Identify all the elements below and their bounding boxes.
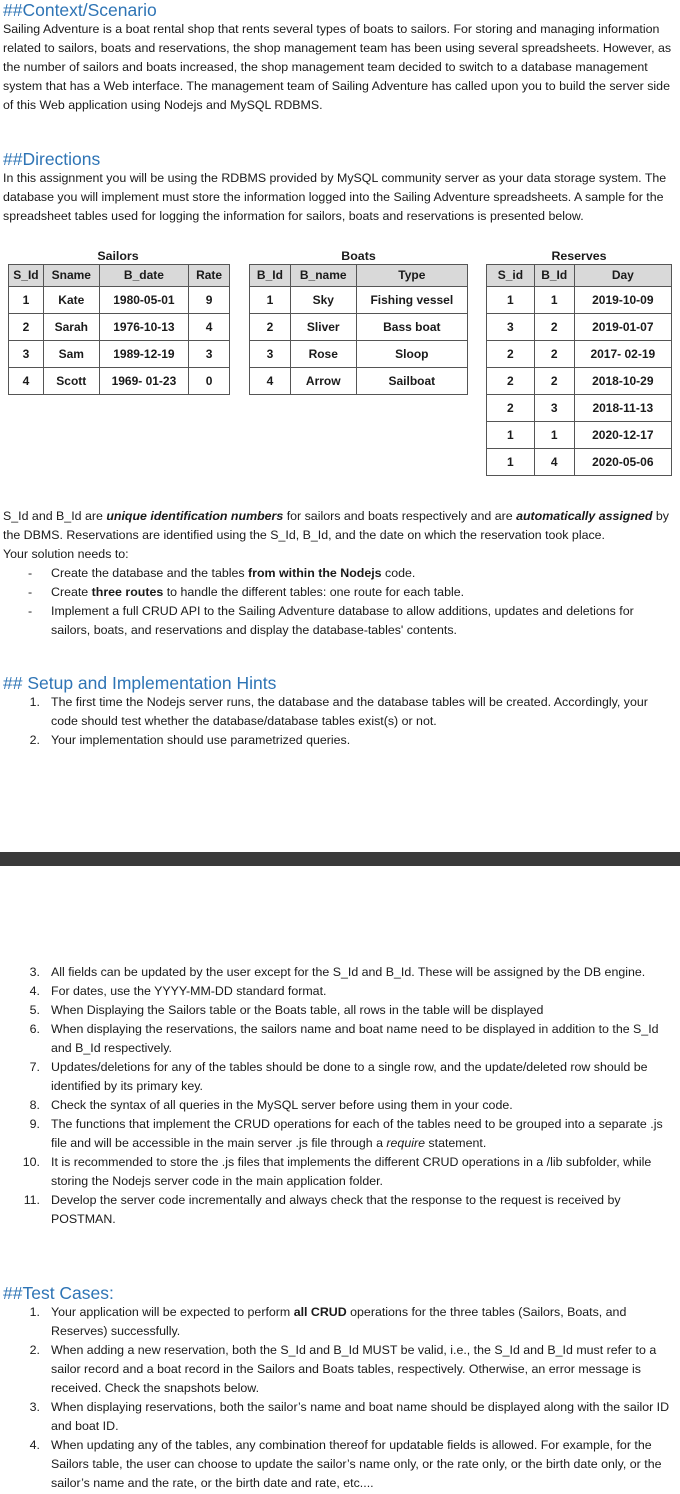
column-header: Type xyxy=(356,265,467,287)
table-cell: Kate xyxy=(43,287,99,314)
list-item: - Create three routes to handle the different tables: one route for each table. xyxy=(28,585,465,599)
column-header: B_Id xyxy=(534,265,574,287)
table-row xyxy=(9,314,230,341)
table-row xyxy=(250,368,468,395)
table-cell: 1989-12-19 xyxy=(99,341,188,368)
table-row xyxy=(487,314,672,341)
list-item: 4. When updating any of the tables, any combination thereof for updatable fields is allowed. For example, for the Sailors table, the user can choose to update the sailor’s name only, or the rate only, or the birth date only, or the sailor’s name and the rate, or the birth date and rate, etc.... xyxy=(29,1438,662,1490)
table-cell: 1 xyxy=(534,287,574,314)
table-cell: 2 xyxy=(534,368,574,395)
list-item: 10. It is recommended to store the .js files that implements the different CRUD operations in a /lib subfolder, while storing the Nodejs server code in the main application folder. xyxy=(22,1155,652,1188)
table-cell: 1 xyxy=(487,287,535,314)
tests-heading: ##Test Cases: xyxy=(3,1283,114,1303)
boats-caption: Boats xyxy=(341,249,376,263)
tests-section xyxy=(3,1283,676,1493)
reserves-caption: Reserves xyxy=(551,249,607,263)
table-row xyxy=(9,368,230,395)
table-header-row xyxy=(9,265,230,287)
table-cell: 3 xyxy=(534,395,574,422)
table-row xyxy=(250,341,468,368)
table-cell: 0 xyxy=(189,368,230,395)
table-row xyxy=(487,422,672,449)
setup-heading: ## Setup and Implementation Hints xyxy=(3,673,277,693)
table-cell: 2 xyxy=(9,314,44,341)
table-cell: 3 xyxy=(487,314,535,341)
table-header-row xyxy=(487,265,672,287)
table-cell: Sloop xyxy=(356,341,467,368)
setup-list xyxy=(3,693,676,750)
table-cell: 1 xyxy=(487,449,535,476)
table-row xyxy=(250,287,468,314)
column-header: Sname xyxy=(43,265,99,287)
table-cell: Sailboat xyxy=(356,368,467,395)
table-cell: Sam xyxy=(43,341,99,368)
table-cell: 2 xyxy=(487,395,535,422)
table-cell: 9 xyxy=(189,287,230,314)
sailors-table xyxy=(8,264,230,395)
table-cell: 1 xyxy=(534,422,574,449)
list-item: 11. Develop the server code incrementally and always check that the response to the request is received by POSTMAN. xyxy=(23,1193,621,1226)
column-header: Rate xyxy=(189,265,230,287)
solution-list xyxy=(3,564,676,640)
table-row xyxy=(9,341,230,368)
context-body: Sailing Adventure is a boat rental shop that rents several types of boats to sailors. For storing and managing information related to sailors, boats and reservations, the shop management team has been using several spreadsheets. However, as the number of sailors and boats increased, the shop management team decided to switch to a database management system that has a Web interface. The management team of Sailing Adventure has called upon you to build the server side of this Web application using Nodejs and MySQL RDBMS. xyxy=(3,22,672,112)
table-cell: Scott xyxy=(43,368,99,395)
table-cell: 2017- 02-19 xyxy=(574,341,671,368)
list-item: 2. Your implementation should use parametrized queries. xyxy=(29,733,351,747)
list-item: 1. Your application will be expected to perform all CRUD operations for the three tables (Sailors, Boats, and Reserves) successfully. xyxy=(29,1305,627,1338)
context-section xyxy=(3,0,676,115)
table-cell: Sarah xyxy=(43,314,99,341)
solution-intro: Your solution needs to: xyxy=(3,547,129,561)
table-cell: 2 xyxy=(534,314,574,341)
table-cell: 2 xyxy=(250,314,291,341)
table-cell: 1976-10-13 xyxy=(99,314,188,341)
table-cell: 4 xyxy=(250,368,291,395)
table-cell: Fishing vessel xyxy=(356,287,467,314)
column-header: B_Id xyxy=(250,265,291,287)
reserves-table xyxy=(486,264,672,476)
table-row xyxy=(487,368,672,395)
table-cell: 2020-12-17 xyxy=(574,422,671,449)
table-cell: 2019-10-09 xyxy=(574,287,671,314)
list-item: 6. When displaying the reservations, the sailors name and boat name need to be displayed in addition to the S_Id and B_Id respectively. xyxy=(29,1022,659,1055)
table-cell: Bass boat xyxy=(356,314,467,341)
setup-section xyxy=(3,673,676,750)
page-divider xyxy=(0,852,680,866)
list-item: 2. When adding a new reservation, both the S_Id and B_Id MUST be valid, i.e., the S_Id and B_Id must refer to a sailor record and a boat record in the Sailors and Boats tables, respectively. Otherwise, an error message is received. Check the snapshots below. xyxy=(29,1343,657,1395)
table-cell: 2 xyxy=(487,341,535,368)
table-cell: 1 xyxy=(250,287,291,314)
ids-paragraph: S_Id and B_Id are unique identification numbers for sailors and boats respectively and are automatically assigned by the DBMS. Reservations are identified using the S_Id, B_Id, and the date on which the reservation took place. xyxy=(3,509,669,542)
table-cell: Sliver xyxy=(290,314,356,341)
list-item: 3. All fields can be updated by the user except for the S_Id and B_Id. These will be assigned by the DB engine. xyxy=(29,965,646,979)
table-cell: 2018-11-13 xyxy=(574,395,671,422)
table-cell: 3 xyxy=(189,341,230,368)
list-item: 5. When Displaying the Sailors table or the Boats table, all rows in the table will be displayed xyxy=(29,1003,544,1017)
list-item: - Implement a full CRUD API to the Sailing Adventure database to allow additions, updates and deletions for sailors, boats, and reservations and display the database-tables' contents. xyxy=(28,604,634,637)
list-item: 9. The functions that implement the CRUD operations for each of the tables need to be grouped into a separate .js file and will be accessible in the main server .js file through a require statement. xyxy=(29,1117,663,1150)
column-header: B_name xyxy=(290,265,356,287)
table-header-row xyxy=(250,265,468,287)
column-header: B_date xyxy=(99,265,188,287)
list-item: - Create the database and the tables from within the Nodejs code. xyxy=(28,566,416,580)
table-cell: 2 xyxy=(534,341,574,368)
context-heading: ##Context/Scenario xyxy=(3,0,157,20)
directions-section xyxy=(3,149,676,226)
column-header: Day xyxy=(574,265,671,287)
table-cell: Arrow xyxy=(290,368,356,395)
table-cell: 2 xyxy=(487,368,535,395)
table-cell: 3 xyxy=(250,341,291,368)
boats-table xyxy=(249,264,468,395)
table-cell: 4 xyxy=(189,314,230,341)
table-cell: 1 xyxy=(487,422,535,449)
table-row xyxy=(487,449,672,476)
directions-heading: ##Directions xyxy=(3,149,101,169)
table-cell: Sky xyxy=(290,287,356,314)
directions-body: In this assignment you will be using the RDBMS provided by MySQL community server as your data storage system. The database you will implement must store the information logged into the Sailing Adventure spreadsheets. A sample for the spreadsheet tables used for logging the information for sailors, boats and reservations is presented below. xyxy=(3,171,667,223)
column-header: S_Id xyxy=(9,265,44,287)
table-row xyxy=(250,314,468,341)
list-item: 8. Check the syntax of all queries in the MySQL server before using them in your code. xyxy=(29,1098,513,1112)
list-item: 7. Updates/deletions for any of the tables should be done to a single row, and the update/deleted row should be identified by its primary key. xyxy=(29,1060,648,1093)
list-item: 3. When displaying reservations, both the sailor’s name and boat name should be displayed along with the sailor ID and boat ID. xyxy=(29,1400,670,1433)
hints-continued-section xyxy=(3,963,676,1229)
hints-list xyxy=(3,963,676,1229)
table-row xyxy=(487,287,672,314)
table-cell: 2018-10-29 xyxy=(574,368,671,395)
table-cell: 4 xyxy=(534,449,574,476)
table-cell: 2019-01-07 xyxy=(574,314,671,341)
column-header: S_id xyxy=(487,265,535,287)
table-cell: 1969- 01-23 xyxy=(99,368,188,395)
ids-section xyxy=(3,507,676,640)
table-cell: 3 xyxy=(9,341,44,368)
tests-list xyxy=(3,1303,676,1493)
table-cell: 1980-05-01 xyxy=(99,287,188,314)
table-row xyxy=(9,287,230,314)
table-row xyxy=(487,395,672,422)
list-item: 1. The first time the Nodejs server runs, the database and the database tables will be created. Accordingly, your code should test whether the database/database tables exist(s) or not. xyxy=(29,695,648,728)
table-cell: 2020-05-06 xyxy=(574,449,671,476)
table-row xyxy=(487,341,672,368)
table-cell: 4 xyxy=(9,368,44,395)
table-cell: 1 xyxy=(9,287,44,314)
list-item: 4. For dates, use the YYYY-MM-DD standard format. xyxy=(29,984,327,998)
table-cell: Rose xyxy=(290,341,356,368)
sailors-caption: Sailors xyxy=(97,249,139,263)
